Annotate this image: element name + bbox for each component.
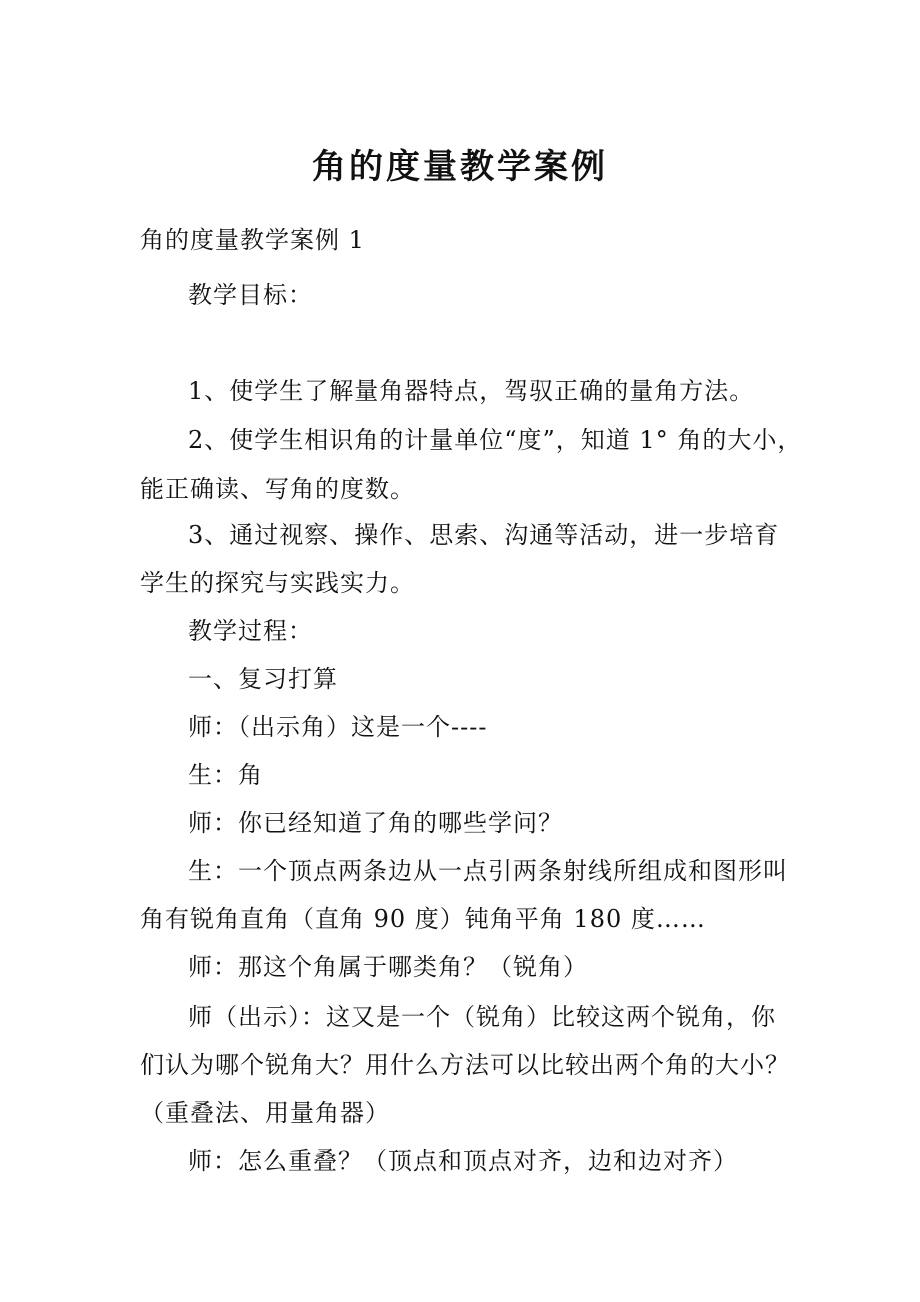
paragraph-dialogue-cont: （重叠法、用量角器） xyxy=(140,1099,390,1127)
paragraph-goal-2-cont: 能正确读、写角的度数。 xyxy=(140,475,415,503)
paragraph-dialogue: 师：那这个角属于哪类角？（锐角） xyxy=(188,953,588,981)
paragraph-dialogue-cont: 角有锐角直角（直角 90 度）钝角平角 180 度…… xyxy=(140,905,706,933)
paragraph-dialogue: 师：（出示角）这是一个---- xyxy=(188,713,488,741)
paragraph-dialogue: 师：怎么重叠？（顶点和顶点对齐，边和边对齐） xyxy=(188,1147,738,1175)
paragraph-dialogue: 生：一个顶点两条边从一点引两条射线所组成和图形叫 xyxy=(188,857,788,885)
paragraph-review-heading: 一、复习打算 xyxy=(188,665,338,693)
paragraph-process-label: 教学过程： xyxy=(188,617,313,645)
paragraph-goal-1: 1、使学生了解量角器特点，驾驭正确的量角方法。 xyxy=(188,377,755,405)
paragraph-dialogue-cont: 们认为哪个锐角大？用什么方法可以比较出两个角的大小？ xyxy=(140,1051,790,1079)
paragraph-dialogue: 生：角 xyxy=(188,761,263,789)
document-title: 角的度量教学案例 xyxy=(312,147,608,187)
paragraph-goal-3-cont: 学生的探究与实践实力。 xyxy=(140,569,415,597)
paragraph-goal-3: 3、通过视察、操作、思索、沟通等活动，进一步培育 xyxy=(188,521,780,549)
section-heading: 角的度量教学案例 1 xyxy=(140,226,365,254)
paragraph-goal-2: 2、使学生相识角的计量单位“度”，知道 1° 角的大小， xyxy=(188,426,803,454)
paragraph-dialogue: 师：你已经知道了角的哪些学问？ xyxy=(188,809,563,837)
paragraph-dialogue: 师（出示）：这又是一个（锐角）比较这两个锐角，你 xyxy=(188,1003,776,1031)
paragraph-teaching-goals-label: 教学目标： xyxy=(188,281,313,309)
